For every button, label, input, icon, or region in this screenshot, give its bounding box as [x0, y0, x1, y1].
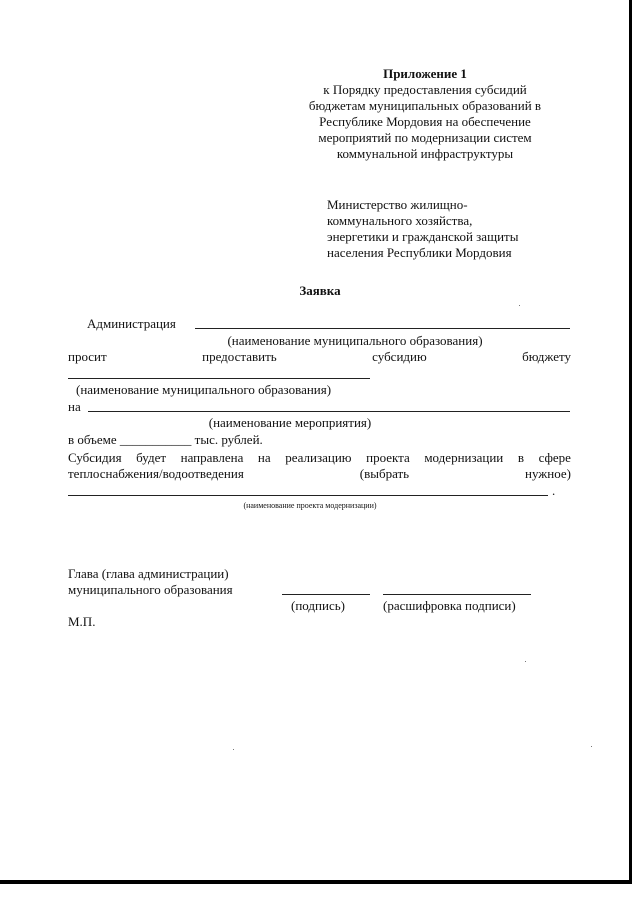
volume-row — [68, 432, 263, 448]
request-word-4: бюджету — [522, 349, 571, 364]
project-blank[interactable] — [68, 495, 548, 496]
appendix-line-5: коммунальной инфраструктуры — [336, 146, 514, 161]
scan-speck — [591, 746, 592, 747]
request-word-3: субсидию — [372, 349, 427, 364]
head-title-line-1: Глава (глава администрации) — [68, 566, 229, 581]
subsidy-word: модернизации — [424, 450, 504, 465]
signature-decode-hint: (расшифровка подписи) — [383, 598, 516, 613]
scan-speck — [233, 749, 234, 750]
event-hint: (наименование мероприятия) — [208, 415, 372, 430]
for-label: на — [68, 399, 81, 414]
administration-blank[interactable] — [195, 328, 570, 329]
scan-speck — [519, 305, 520, 306]
appendix-line-4: мероприятий по модернизации систем — [318, 130, 532, 145]
subsidy-line-2 — [68, 466, 571, 482]
subsidy-word: нужное) — [525, 466, 571, 481]
appendix-line-3: Республике Мордовия на обеспечение — [319, 114, 531, 129]
subsidy-word: на — [257, 450, 271, 465]
scan-speck — [525, 661, 526, 662]
subsidy-line-1 — [68, 450, 571, 466]
subsidy-word: реализацию — [285, 450, 352, 465]
appendix-line-2: бюджетам муниципальных образований в — [308, 98, 542, 113]
municipality-blank-2[interactable] — [68, 378, 370, 379]
volume-blank[interactable]: ___________ — [119, 432, 192, 447]
municipality-hint-2: (наименование муниципального образования) — [76, 382, 332, 397]
signature-decode-blank[interactable] — [383, 594, 531, 595]
page-bottom-border — [0, 880, 632, 884]
addressee-line-3: энергетики и гражданской защиты — [327, 229, 519, 244]
addressee-line-2: коммунального хозяйства, — [327, 213, 473, 228]
administration-label: Администрация — [87, 316, 176, 331]
subsidy-word: Субсидия — [68, 450, 122, 465]
appendix-title: Приложение 1 — [383, 66, 467, 81]
subsidy-word: проекта — [366, 450, 410, 465]
subsidy-word: в — [517, 450, 524, 465]
subsidy-word: будет — [136, 450, 167, 465]
request-row — [68, 349, 571, 365]
subsidy-word: направлена — [180, 450, 244, 465]
request-word-2: предоставить — [202, 349, 277, 364]
signature-blank[interactable] — [282, 594, 370, 595]
volume-unit: тыс. рублей. — [194, 432, 263, 447]
volume-label: в объеме — [68, 432, 117, 447]
municipality-hint-1: (наименование муниципального образования) — [227, 333, 483, 348]
request-word-1: просит — [68, 349, 107, 364]
trailing-dot: . — [552, 483, 556, 498]
subsidy-word: сфере — [538, 450, 571, 465]
form-title: Заявка — [299, 283, 341, 298]
event-blank[interactable] — [88, 411, 570, 412]
stamp-label: М.П. — [68, 614, 96, 629]
page-right-border — [629, 0, 632, 884]
subsidy-word: теплоснабжения/водоотведения — [68, 466, 244, 481]
signature-hint: (подпись) — [291, 598, 345, 613]
appendix-line-1: к Порядку предоставления субсидий — [323, 82, 527, 97]
project-hint: (наименование проекта модернизации) — [243, 501, 377, 510]
addressee-line-1: Министерство жилищно- — [327, 197, 468, 212]
addressee-line-4: населения Республики Мордовия — [327, 245, 512, 260]
subsidy-word: (выбрать — [359, 466, 410, 481]
head-title-line-2: муниципального образования — [68, 582, 233, 597]
